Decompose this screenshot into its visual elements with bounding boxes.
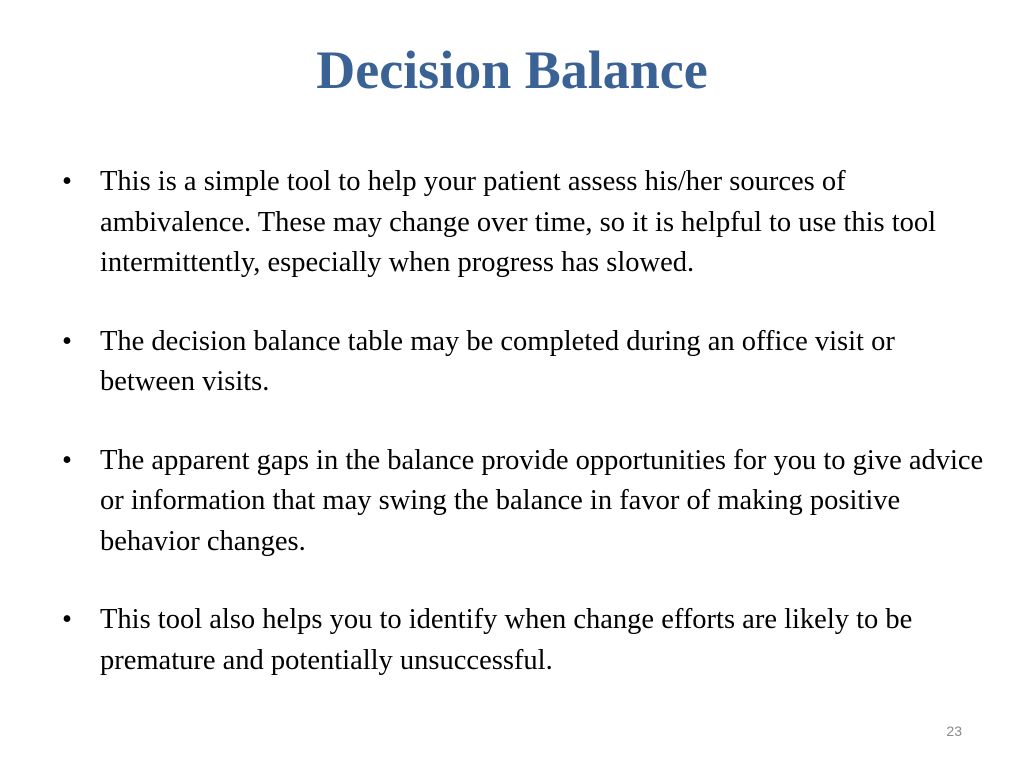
bullet-item xyxy=(62,441,992,563)
bullet-item xyxy=(62,600,992,681)
bullet-dot-icon: • xyxy=(62,604,72,635)
bullet-list xyxy=(62,162,992,719)
bullet-text: The apparent gaps in the balance provide opportunities for you to give advice or information that may swing the balance in favor of making positive behavior changes. xyxy=(100,444,984,557)
bullet-text: The decision balance table may be completed during an office visit or between visits. xyxy=(100,325,895,397)
bullet-dot-icon: • xyxy=(62,166,72,197)
slide-title: Decision Balance xyxy=(316,40,708,100)
bullet-item xyxy=(62,322,992,403)
bullet-dot-icon: • xyxy=(62,325,72,357)
bullet-dot-icon: • xyxy=(62,444,72,476)
bullet-text: This is a simple tool to help your patient assess his/her sources of ambivalence. These may change over time, so it is helpful to use this tool intermittently, especially when progress has slowed. xyxy=(100,166,937,278)
bullet-text: This tool also helps you to identify when change efforts are likely to be premature and potentially unsuccessful. xyxy=(100,604,913,676)
bullet-item xyxy=(62,162,992,284)
page-number: 23 xyxy=(946,723,962,739)
